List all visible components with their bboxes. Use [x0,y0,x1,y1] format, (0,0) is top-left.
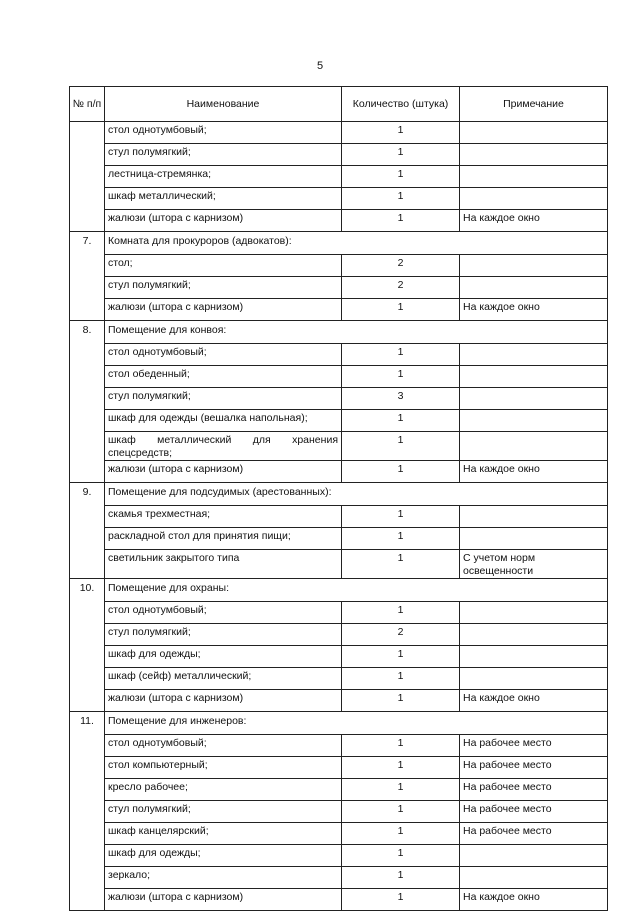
item-name: жалюзи (штора с карнизом) [105,210,342,232]
item-note [460,344,608,366]
item-quantity: 1 [342,550,460,579]
item-note: На каждое окно [460,690,608,712]
row-number-cell [70,668,105,690]
row-number-cell [70,344,105,366]
item-note: На рабочее место [460,735,608,757]
item-note [460,188,608,210]
item-name: стул полумягкий; [105,144,342,166]
section-title: Помещение для инженеров: [105,712,608,735]
item-name: шкаф для одежды (вешалка напольная); [105,410,342,432]
section-title: Помещение для подсудимых (арестованных): [105,483,608,506]
item-note: На рабочее место [460,757,608,779]
section-row [70,483,608,506]
item-note [460,432,608,461]
row-number-cell [70,210,105,232]
table-row [70,602,608,624]
item-name: лестница-стремянка; [105,166,342,188]
item-quantity: 1 [342,210,460,232]
item-name: стул полумягкий; [105,624,342,646]
row-number-cell [70,388,105,410]
item-name: стол обеденный; [105,366,342,388]
row-number-cell [70,690,105,712]
item-name: жалюзи (штора с карнизом) [105,461,342,483]
item-note: На рабочее место [460,779,608,801]
item-quantity: 1 [342,144,460,166]
item-name: жалюзи (штора с карнизом) [105,889,342,911]
item-note: На каждое окно [460,889,608,911]
item-quantity: 1 [342,845,460,867]
table-row [70,461,608,483]
item-note [460,255,608,277]
table-body [70,122,608,911]
table-row [70,779,608,801]
section-number: 9. [70,483,105,506]
item-name: стол однотумбовый; [105,602,342,624]
table-row [70,823,608,845]
item-quantity: 1 [342,366,460,388]
row-number-cell [70,461,105,483]
table-row [70,867,608,889]
item-name: жалюзи (штора с карнизом) [105,690,342,712]
table-row [70,388,608,410]
item-name: шкаф для одежды; [105,845,342,867]
header-num: № п/п [70,87,105,122]
item-quantity: 1 [342,690,460,712]
row-number-cell [70,823,105,845]
item-quantity: 2 [342,277,460,299]
item-quantity: 2 [342,255,460,277]
item-quantity: 1 [342,166,460,188]
item-quantity: 1 [342,889,460,911]
row-number-cell [70,144,105,166]
item-quantity: 3 [342,388,460,410]
row-number-cell [70,845,105,867]
item-name: жалюзи (штора с карнизом) [105,299,342,321]
table-row [70,690,608,712]
row-number-cell [70,757,105,779]
row-number-cell [70,528,105,550]
item-name: скамья трехместная; [105,506,342,528]
item-note [460,528,608,550]
item-quantity: 1 [342,646,460,668]
row-number-cell [70,188,105,210]
item-note [460,668,608,690]
item-name: стол однотумбовый; [105,735,342,757]
row-number-cell [70,122,105,144]
row-number-cell [70,867,105,889]
item-quantity: 1 [342,528,460,550]
item-note [460,602,608,624]
item-note [460,867,608,889]
item-name: стул полумягкий; [105,388,342,410]
section-title: Помещение для конвоя: [105,321,608,344]
item-note: С учетом норм освещенности [460,550,608,579]
item-name: шкаф металлический для хранения спецсредств; [105,432,342,461]
item-note [460,624,608,646]
table-row [70,624,608,646]
table-row [70,506,608,528]
row-number-cell [70,277,105,299]
table-row [70,845,608,867]
row-number-cell [70,506,105,528]
section-row [70,712,608,735]
section-title: Комната для прокуроров (адвокатов): [105,232,608,255]
section-number: 7. [70,232,105,255]
item-quantity: 1 [342,122,460,144]
item-note [460,277,608,299]
item-quantity: 1 [342,461,460,483]
item-quantity: 1 [342,823,460,845]
item-quantity: 1 [342,801,460,823]
item-quantity: 1 [342,344,460,366]
item-note: На каждое окно [460,299,608,321]
item-quantity: 1 [342,867,460,889]
item-note [460,388,608,410]
item-name: кресло рабочее; [105,779,342,801]
item-quantity: 1 [342,735,460,757]
row-number-cell [70,624,105,646]
row-number-cell [70,646,105,668]
table-row [70,410,608,432]
table-row [70,801,608,823]
item-note [460,410,608,432]
equipment-table [69,86,608,911]
item-quantity: 1 [342,432,460,461]
row-number-cell [70,299,105,321]
header-name: Наименование [105,87,342,122]
item-name: зеркало; [105,867,342,889]
item-note [460,366,608,388]
table-row [70,188,608,210]
item-name: светильник закрытого типа [105,550,342,579]
item-name: стул полумягкий; [105,801,342,823]
section-row [70,321,608,344]
row-number-cell [70,366,105,388]
table-row [70,366,608,388]
row-number-cell [70,166,105,188]
table-row [70,166,608,188]
item-note [460,646,608,668]
table-row [70,646,608,668]
row-number-cell [70,779,105,801]
row-number-cell [70,735,105,757]
section-number: 10. [70,579,105,602]
row-number-cell [70,602,105,624]
item-note [460,845,608,867]
item-name: стул полумягкий; [105,277,342,299]
row-number-cell [70,432,105,461]
page-number: 5 [316,60,324,72]
item-note [460,166,608,188]
item-quantity: 1 [342,602,460,624]
item-quantity: 1 [342,410,460,432]
table-row [70,277,608,299]
item-name: раскладной стол для принятия пищи; [105,528,342,550]
item-note: На каждое окно [460,210,608,232]
table-row [70,210,608,232]
item-note: На рабочее место [460,801,608,823]
item-quantity: 1 [342,668,460,690]
table-row [70,735,608,757]
section-row [70,232,608,255]
item-name: стол компьютерный; [105,757,342,779]
item-name: стол; [105,255,342,277]
table-row [70,122,608,144]
item-note [460,506,608,528]
table-row [70,528,608,550]
header-qty: Количество (штука) [342,87,460,122]
item-note: На рабочее место [460,823,608,845]
row-number-cell [70,410,105,432]
section-number: 8. [70,321,105,344]
table-row [70,255,608,277]
row-number-cell [70,801,105,823]
table-row [70,757,608,779]
table-row [70,668,608,690]
item-quantity: 1 [342,757,460,779]
item-quantity: 1 [342,188,460,210]
item-note [460,122,608,144]
table-row [70,432,608,461]
row-number-cell [70,255,105,277]
item-name: стол однотумбовый; [105,122,342,144]
item-quantity: 2 [342,624,460,646]
item-note [460,144,608,166]
section-row [70,579,608,602]
table-row [70,144,608,166]
item-name: шкаф (сейф) металлический; [105,668,342,690]
item-name: шкаф для одежды; [105,646,342,668]
row-number-cell [70,889,105,911]
table-row [70,344,608,366]
row-number-cell [70,550,105,579]
table-row [70,889,608,911]
table-header-row [70,87,608,122]
header-note: Примечание [460,87,608,122]
item-name: шкаф канцелярский; [105,823,342,845]
item-note: На каждое окно [460,461,608,483]
item-name: стол однотумбовый; [105,344,342,366]
item-quantity: 1 [342,779,460,801]
table-row [70,299,608,321]
item-quantity: 1 [342,299,460,321]
table-row [70,550,608,579]
section-title: Помещение для охраны: [105,579,608,602]
item-name: шкаф металлический; [105,188,342,210]
item-quantity: 1 [342,506,460,528]
section-number: 11. [70,712,105,735]
